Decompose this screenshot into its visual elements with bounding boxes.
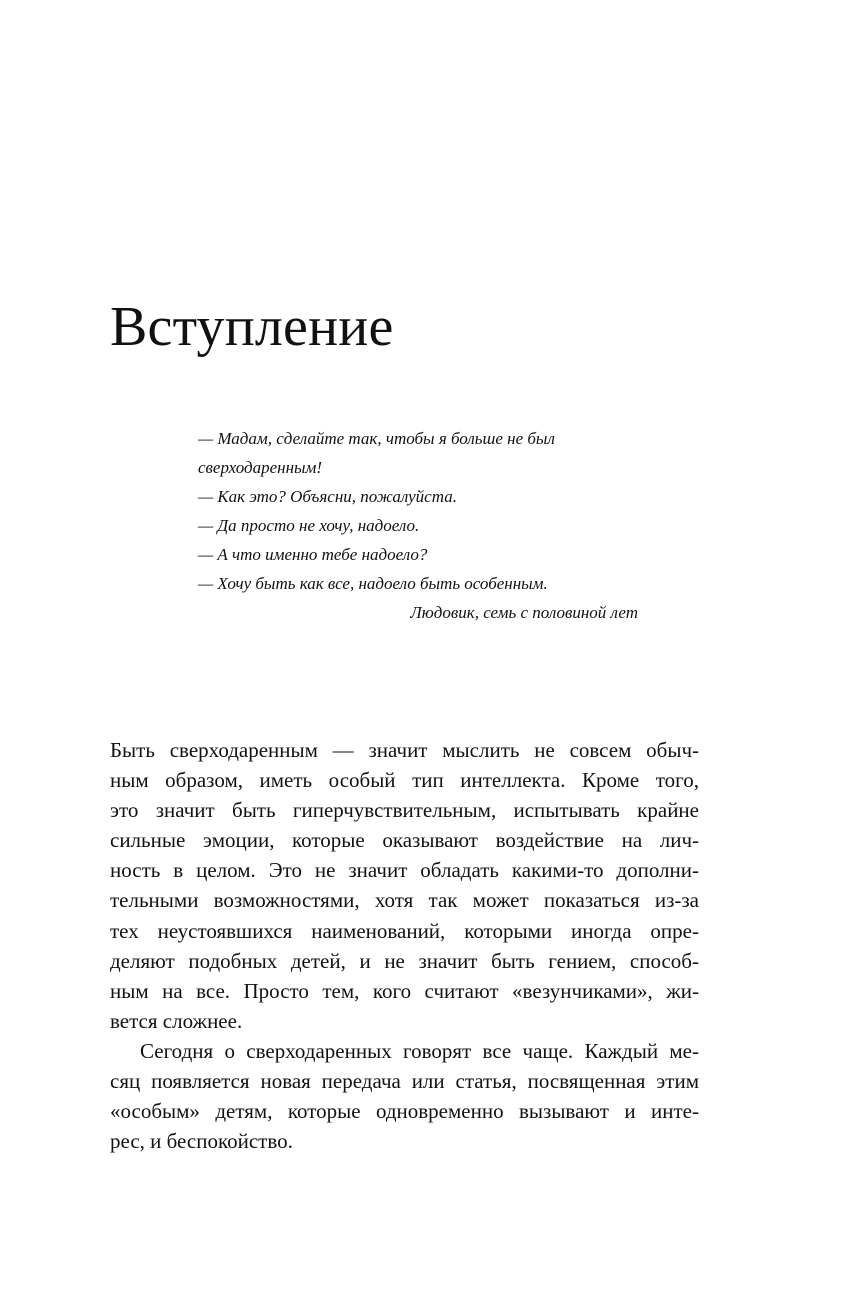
epigraph-line: — Хочу быть как все, надоело быть особенным. bbox=[198, 574, 548, 593]
epigraph-line: сверходаренным! bbox=[198, 458, 323, 477]
epigraph bbox=[198, 424, 658, 627]
text-line: ным образом, иметь особый тип интеллекта. Кроме того, bbox=[110, 768, 699, 793]
text-line: ность в целом. Это не значит обладать какими-то дополни- bbox=[110, 858, 699, 883]
text-line: ным на все. Просто тем, кого считают «везунчиками», жи- bbox=[110, 978, 699, 1003]
text-line: сяц появляется новая передача или статья, посвященная этим bbox=[110, 1069, 699, 1094]
paragraph-2 bbox=[110, 1036, 699, 1156]
epigraph-line: — Мадам, сделайте так, чтобы я больше не был bbox=[198, 429, 555, 448]
epigraph-line: — А что именно тебе надоело? bbox=[198, 545, 428, 564]
text-line: тех неустоявшихся наименований, которыми иногда опре- bbox=[110, 918, 699, 943]
epigraph-line: — Да просто не хочу, надоело. bbox=[198, 516, 420, 535]
text-line: тельными возможностями, хотя так может показаться из-за bbox=[110, 888, 699, 913]
text-line: Быть сверходаренным — значит мыслить не совсем обыч- bbox=[110, 738, 699, 762]
epigraph-attribution: Людовик, семь с половиной лет bbox=[410, 603, 638, 622]
chapter-title: Вступление bbox=[110, 296, 394, 358]
text-line: Сегодня о сверходаренных говорят все чаще. Каждый ме- bbox=[140, 1038, 699, 1063]
text-line: деляют подобных детей, и не значит быть гением, способ- bbox=[110, 948, 699, 973]
text-line: «особым» детям, которые одновременно вызывают и инте- bbox=[110, 1099, 699, 1124]
text-line: вется сложнее. bbox=[110, 1008, 243, 1033]
body-text bbox=[110, 735, 699, 1156]
paragraph-1 bbox=[110, 735, 699, 1036]
text-line: сильные эмоции, которые оказывают воздействие на лич- bbox=[110, 828, 699, 853]
text-line: это значит быть гиперчувствительным, испытывать крайне bbox=[110, 798, 699, 823]
text-line: рес, и беспокойство. bbox=[110, 1129, 293, 1154]
epigraph-line: — Как это? Объясни, пожалуйста. bbox=[198, 487, 457, 506]
